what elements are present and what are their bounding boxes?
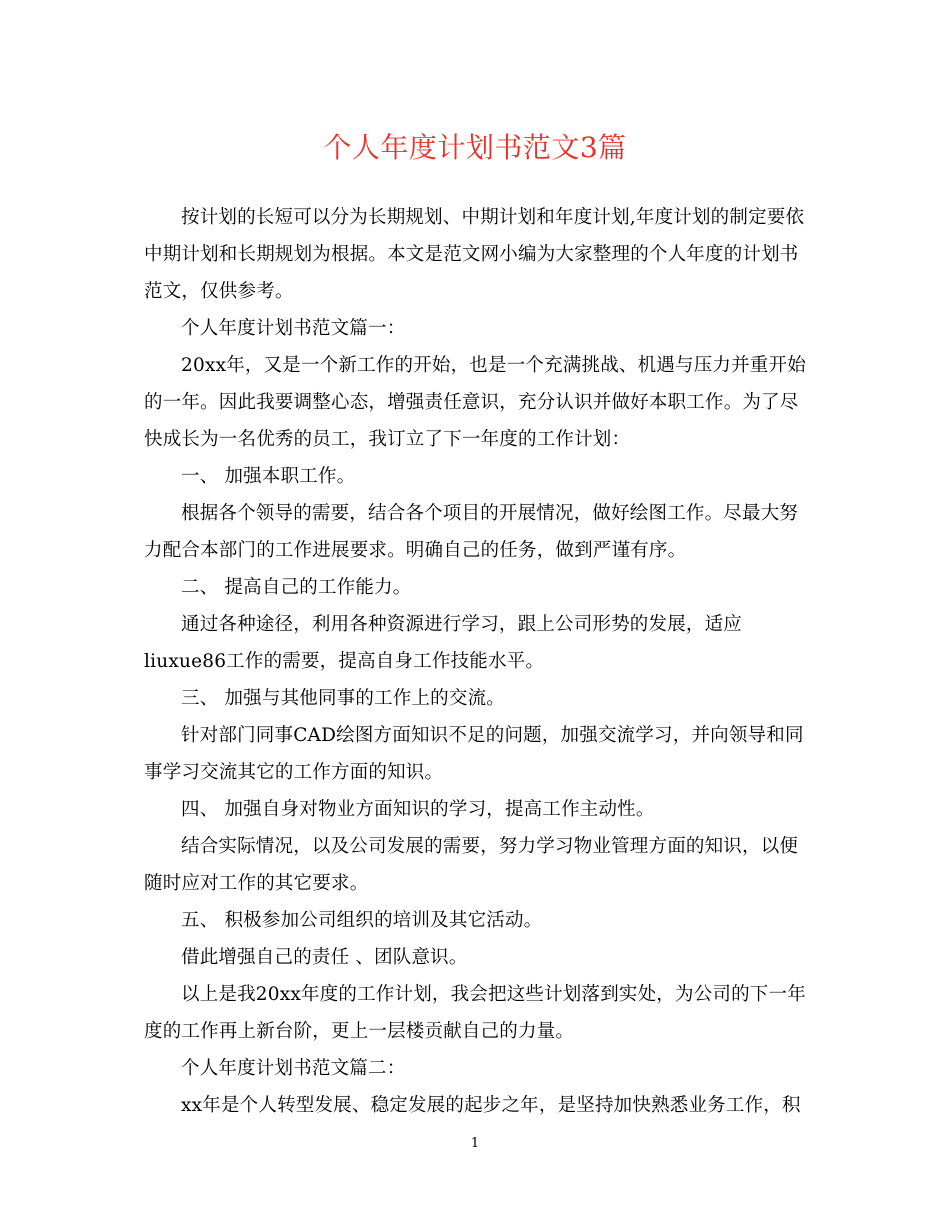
body-line: xx年是个人转型发展、稳定发展的起步之年，是坚持加快熟悉业务工作，积	[181, 1095, 801, 1116]
body-line: 根据各个领导的需要，结合各个项目的开展情况，做好绘图工作。尽最大努	[181, 503, 799, 524]
list-heading: 四、 加强自身对物业方面知识的学习，提高工作主动性。	[181, 799, 655, 820]
document-title: 个人年度计划书范文3篇	[323, 131, 627, 164]
body-line: 结合实际情况，以及公司发展的需要，努力学习物业管理方面的知识，以便	[181, 836, 799, 857]
list-heading: 一、 加强本职工作。	[181, 466, 356, 487]
body-line: 通过各种途径，利用各种资源进行学习，跟上公司形势的发展，适应	[181, 614, 743, 635]
page-number: 1	[470, 1136, 480, 1151]
body-line: 事学习交流其它的工作方面的知识。	[144, 762, 444, 783]
body-line: 20xx年，又是一个新工作的开始，也是一个充满挑战、机遇与压力并重开始	[181, 355, 806, 376]
body-line: 的一年。因此我要调整心态，增强责任意识，充分认识并做好本职工作。为了尽	[144, 392, 799, 413]
body-line: 快成长为一名优秀的员工，我订立了下一年度的工作计划：	[144, 429, 631, 450]
body-line: liuxue86工作的需要，提高自身工作技能水平。	[144, 651, 545, 672]
body-line: 度的工作再上新台阶，更上一层楼贡献自己的力量。	[144, 1021, 575, 1042]
list-heading: 三、 加强与其他同事的工作上的交流。	[181, 688, 505, 709]
body-line: 随时应对工作的其它要求。	[144, 873, 369, 894]
list-heading: 二、 提高自己的工作能力。	[181, 577, 412, 598]
body-line: 力配合本部门的工作进展要求。明确自己的任务，做到严谨有序。	[144, 540, 687, 561]
section-heading: 个人年度计划书范文篇一：	[181, 318, 406, 339]
body-line: 针对部门同事CAD绘图方面知识不足的问题，加强交流学习，并向领导和同	[181, 725, 804, 746]
body-line: 范文，仅供参考。	[144, 281, 294, 302]
body-line: 借此增强自己的责任 、团队意识。	[181, 947, 468, 968]
body-line: 以上是我20xx年度的工作计划，我会把这些计划落到实处，为公司的下一年	[181, 984, 806, 1005]
body-line: 按计划的长短可以分为长期规划、中期计划和年度计划,年度计划的制定要依	[181, 207, 805, 228]
body-line: 中期计划和长期规划为根据。本文是范文网小编为大家整理的个人年度的计划书	[144, 244, 799, 265]
list-heading: 五、 积极参加公司组织的培训及其它活动。	[181, 910, 543, 931]
section-heading: 个人年度计划书范文篇二：	[181, 1058, 406, 1079]
